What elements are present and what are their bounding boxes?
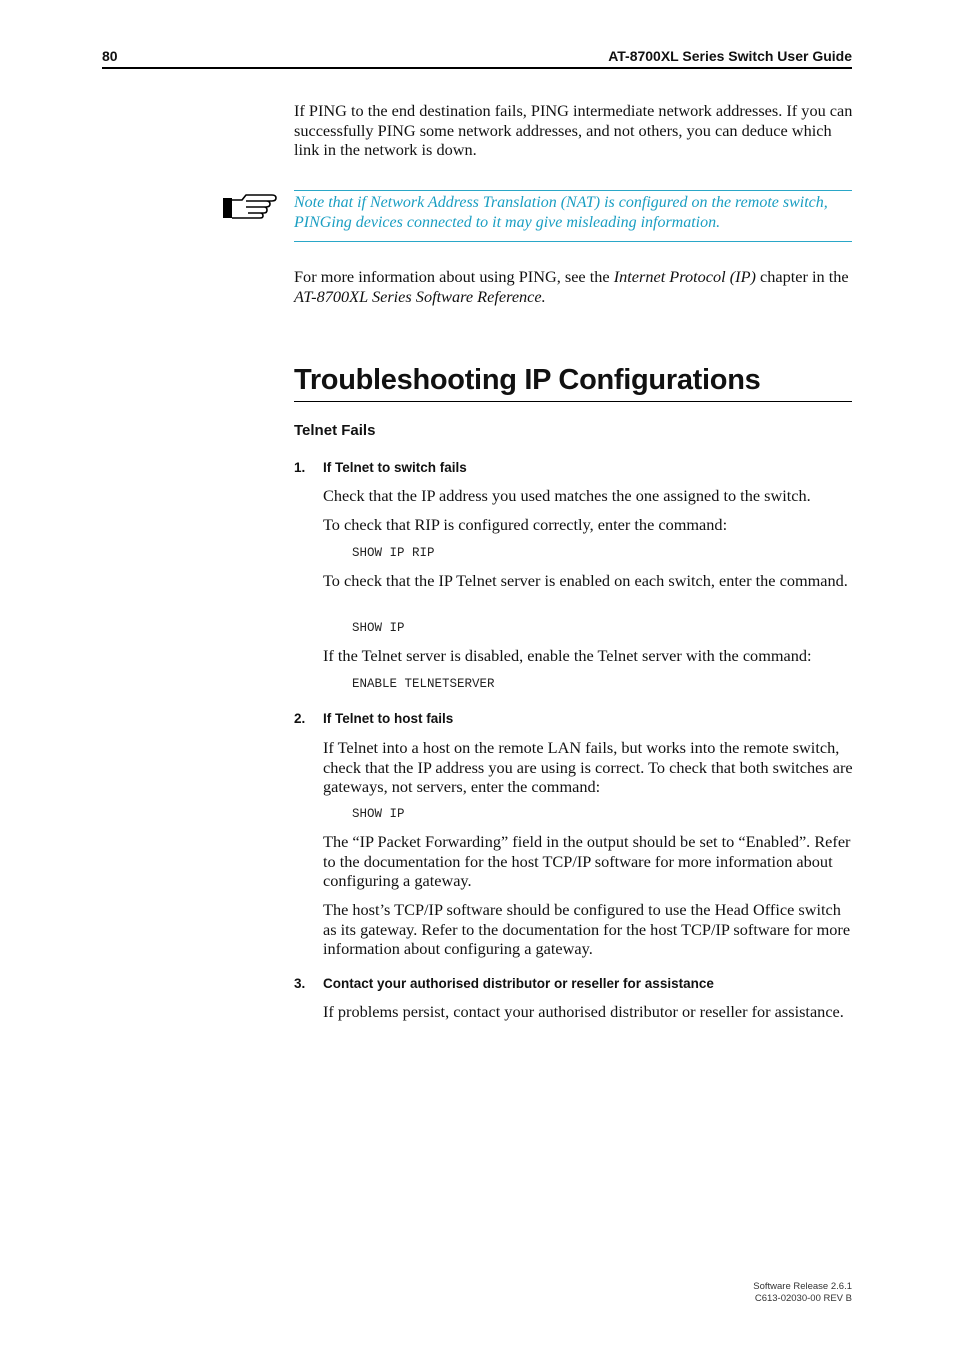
subsection-title: Telnet Fails <box>294 422 376 439</box>
document-id: C613-02030-00 REV B <box>754 1293 852 1304</box>
page-number: 80 <box>102 48 118 64</box>
pointing-hand-icon <box>222 190 278 225</box>
step-number: 2. <box>294 711 306 726</box>
code-show-ip: SHOW IP <box>352 621 405 635</box>
step-title: If Telnet to host fails <box>323 711 454 726</box>
header-title: AT-8700XL Series Switch User Guide <box>608 48 852 64</box>
section-title: Troubleshooting IP Configurations <box>294 360 852 402</box>
step-3-p1: If problems persist, contact your authorised distributor or reseller for assistance. <box>323 1002 844 1021</box>
step-1-heading <box>294 460 467 475</box>
code-show-ip-rip: SHOW IP RIP <box>352 546 435 560</box>
note-box <box>294 190 852 242</box>
step-2-p1: If Telnet into a host on the remote LAN fails, but works into the remote switch, check that the IP address you are using is correct. To check that both switches are gateways, not servers, enter the command: <box>323 738 853 796</box>
ref-internet-protocol: Internet Protocol (IP) <box>613 267 756 286</box>
code-show-ip: SHOW IP <box>352 807 405 821</box>
page-footer <box>753 1281 852 1305</box>
step-1-p4: If the Telnet server is disabled, enable the Telnet server with the command: <box>323 646 812 665</box>
step-title: Contact your authorised distributor or reseller for assistance <box>323 976 714 991</box>
ref-software-reference: AT-8700XL Series Software Reference. <box>294 286 546 306</box>
step-number: 3. <box>294 976 306 991</box>
page-header <box>102 47 852 69</box>
note-text: Note that if Network Address Translation (NAT) is configured on the remote switch, PINGing devices connected to it may give misleading information. <box>294 194 828 231</box>
more-info-paragraph <box>294 267 854 306</box>
software-release: Software Release 2.6.1 <box>753 1281 852 1292</box>
step-3-heading <box>294 976 714 991</box>
step-2-p2: The “IP Packet Forwarding” field in the output should be set to “Enabled”. Refer to the documentation for the host TCP/IP software for more information about configuring a gateway. <box>323 832 851 890</box>
step-1-p1: Check that the IP address you used matches the one assigned to the switch. <box>323 486 811 505</box>
step-1-p3: To check that the IP Telnet server is enabled on each switch, enter the command. <box>323 571 848 590</box>
more-info-before: For more information about using PING, see the <box>294 267 614 286</box>
step-number: 1. <box>294 460 306 475</box>
step-2-heading <box>294 711 453 726</box>
step-title: If Telnet to switch fails <box>323 460 467 475</box>
step-1-p2: To check that RIP is configured correctly, enter the command: <box>323 515 728 534</box>
code-enable-telnetserver: ENABLE TELNETSERVER <box>352 677 495 691</box>
intro-paragraph: If PING to the end destination fails, PING intermediate network addresses. If you can successfully PING some network addresses, and not others, you can deduce which link in the network is down. <box>294 101 853 159</box>
step-2-p3: The host’s TCP/IP software should be configured to use the Head Office switch as its gateway. Refer to the documentation for the host TCP/IP software for more information about configuring a gateway. <box>323 900 851 958</box>
more-info-middle: chapter in the <box>755 267 849 286</box>
